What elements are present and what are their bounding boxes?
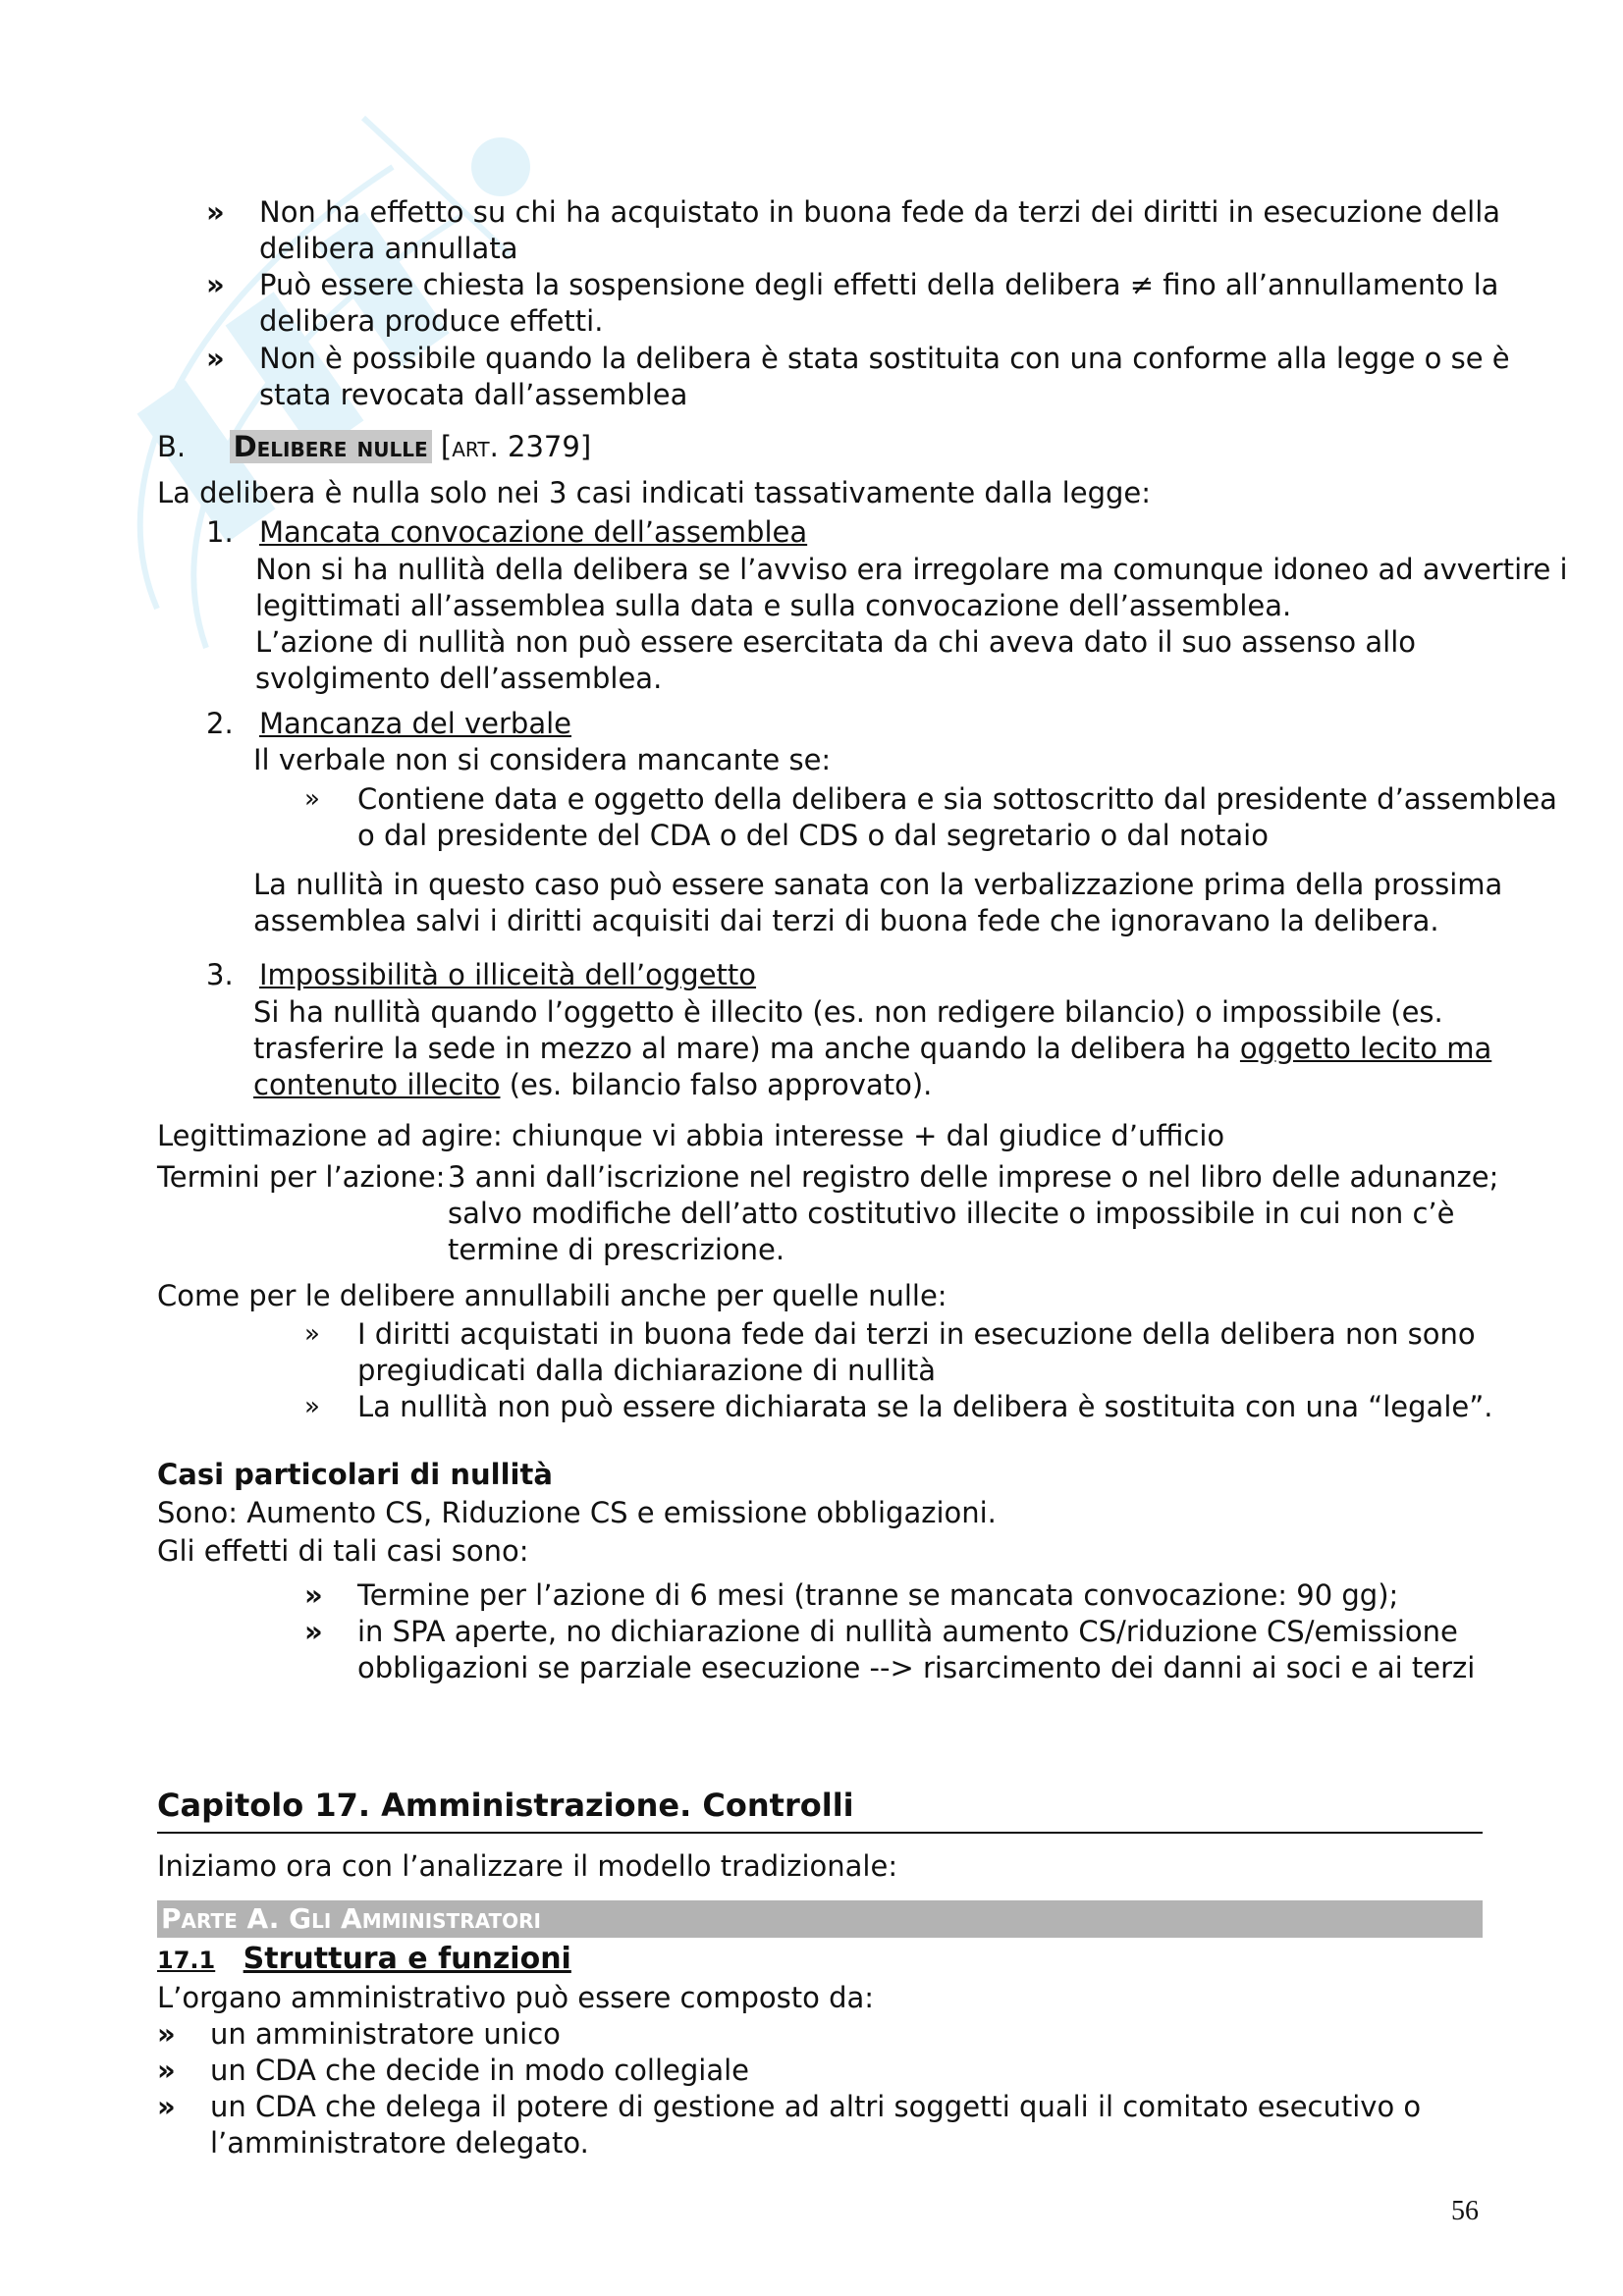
termini-text: termine di prescrizione. (448, 1233, 785, 1266)
case-text: assemblea salvi i diritti acquisiti dai terzi di buona fede che ignoravano la delibera. (253, 904, 1439, 937)
termini-text: 3 anni dall’iscrizione nel registro delle imprese o nel libro delle adunanze; (448, 1160, 1499, 1194)
list-item: Contiene data e oggetto della delibera e sia sottoscritto dal presidente d’assemblea (357, 782, 1557, 816)
paragraph: Sono: Aumento CS, Riduzione CS e emissione obbligazioni. (157, 1496, 997, 1529)
list-item: delibera produce effetti. (259, 304, 604, 338)
section-number: 17.1 (157, 1947, 216, 1974)
bullet-icon: » (206, 195, 225, 229)
case-text-part: trasferire la sede in mezzo al mare) ma anche quando la delibera ha (253, 1032, 1240, 1065)
paragraph: Gli effetti di tali casi sono: (157, 1534, 529, 1568)
section-letter: B. (157, 430, 187, 463)
subheading: Casi particolari di nullità (157, 1458, 553, 1491)
case-text (253, 1031, 1491, 1067)
paragraph: L’organo amministrativo può essere composto da: (157, 1981, 875, 2014)
case-text: Si ha nullità quando l’oggetto è illecito (es. non redigere bilancio) o impossibile (es. (253, 995, 1443, 1029)
list-item: obbligazioni se parziale esecuzione --> risarcimento dei danni ai soci e ai terzi (357, 1651, 1476, 1684)
chapter-divider (157, 1832, 1483, 1834)
list-item: Non è possibile quando la delibera è stata sostituita con una conforme alla legge o se è (259, 342, 1510, 375)
bullet-icon: » (304, 1615, 323, 1648)
list-item: La nullità non può essere dichiarata se la delibera è sostituita con una “legale”. (357, 1390, 1493, 1423)
section-heading (157, 429, 591, 465)
case-number: 2. (206, 707, 234, 740)
underlined-phrase: contenuto illecito (253, 1068, 501, 1101)
section-title: Struttura e funzioni (243, 1942, 571, 1976)
list-item: pregiudicati dalla dichiarazione di nullità (357, 1354, 937, 1387)
termini-text: salvo modifiche dell’atto costitutivo illecite o impossibile in cui non c’è (448, 1197, 1455, 1230)
part-banner (157, 1900, 1483, 1938)
list-item: in SPA aperte, no dichiarazione di nullità aumento CS/riduzione CS/emissione (357, 1615, 1458, 1648)
case-text: Non si ha nullità della delibera se l’avviso era irregolare ma comunque idoneo ad avvertire i (255, 553, 1568, 586)
bullet-icon: » (304, 1392, 320, 1421)
bullet-icon: » (206, 342, 225, 375)
bullet-icon: » (304, 784, 320, 814)
article-ref-number: . 2379] (489, 430, 592, 463)
list-item: stata revocata dall’assemblea (259, 378, 688, 411)
article-ref-open: [ (440, 430, 453, 463)
list-item: l’amministratore delegato. (210, 2126, 589, 2160)
chapter-title: Capitolo 17. Amministrazione. Controlli (157, 1787, 854, 1824)
case-number: 3. (206, 958, 234, 991)
list-item: I diritti acquistati in buona fede dai terzi in esecuzione della delibera non sono (357, 1317, 1476, 1351)
case-text: svolgimento dell’assemblea. (255, 662, 663, 695)
bullet-icon: » (157, 2054, 176, 2087)
case-text: Il verbale non si considera mancante se: (253, 743, 832, 776)
part-title: Parte A. Gli Amministratori (161, 1902, 541, 1935)
case-text: La nullità in questo caso può essere sanata con la verbalizzazione prima della prossima (253, 868, 1503, 901)
list-item: delibera annullata (259, 232, 518, 265)
list-item: un CDA che decide in modo collegiale (210, 2054, 750, 2087)
paragraph: Come per le delibere annullabili anche per quelle nulle: (157, 1279, 947, 1312)
list-item: Termine per l’azione di 6 mesi (tranne se mancata convocazione: 90 gg); (357, 1578, 1399, 1612)
list-item: Può essere chiesta la sospensione degli effetti della delibera ≠ fino all’annullamento la (259, 268, 1499, 301)
bullet-icon: » (304, 1578, 323, 1612)
case-title: Impossibilità o illiceità dell’oggetto (259, 958, 757, 991)
underlined-phrase: oggetto lecito ma (1239, 1032, 1492, 1065)
list-item: o dal presidente del CDA o del CDS o dal segretario o dal notaio (357, 819, 1269, 852)
section-heading (157, 1941, 571, 1979)
page-number: 56 (1451, 2196, 1479, 2226)
list-item: un CDA che delega il potere di gestione ad altri soggetti quali il comitato esecutivo o (210, 2090, 1422, 2123)
list-item: Non ha effetto su chi ha acquistato in buona fede da terzi dei diritti in esecuzione della (259, 195, 1501, 229)
termini-label: Termini per l’azione: (157, 1160, 446, 1194)
case-title: Mancanza del verbale (259, 707, 572, 740)
case-text: L’azione di nullità non può essere esercitata da chi aveva dato il suo assenso allo (255, 625, 1417, 659)
paragraph: Iniziamo ora con l’analizzare il modello tradizionale: (157, 1849, 898, 1883)
case-title: Mancata convocazione dell’assemblea (259, 515, 808, 549)
case-number: 1. (206, 515, 234, 549)
legittimazione-text: Legittimazione ad agire: chiunque vi abbia interesse + dal giudice d’ufficio (157, 1119, 1225, 1152)
article-ref-label: art (452, 430, 490, 463)
case-text (253, 1067, 932, 1103)
section-title: Delibere nulle (230, 430, 432, 463)
bullet-icon: » (157, 2090, 176, 2123)
intro-paragraph: La delibera è nulla solo nei 3 casi indicati tassativamente dalla legge: (157, 476, 1151, 509)
list-item: un amministratore unico (210, 2017, 561, 2051)
bullet-icon: » (206, 268, 225, 301)
case-text: legittimati all’assemblea sulla data e sulla convocazione dell’assemblea. (255, 589, 1292, 622)
bullet-icon: » (157, 2017, 176, 2051)
case-text-part: (es. bilancio falso approvato). (500, 1068, 933, 1101)
bullet-icon: » (304, 1319, 320, 1349)
